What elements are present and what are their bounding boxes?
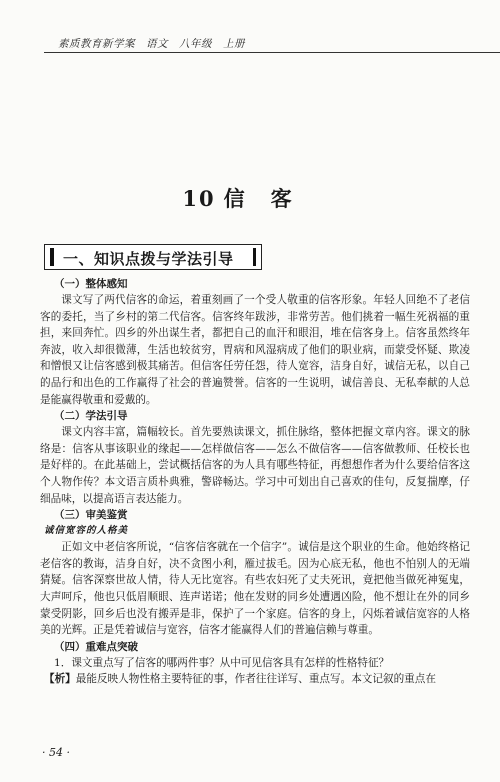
overview-line: 私，以自己的品行和出色的工作赢得了社会的普遍赞誉。信客的一生说明，诚信善良、无 — [40, 360, 471, 389]
appreciation-line: 记老信客的教诲，洁身自好，决不贪图小利，雁过拔毛。因为心底无私，他也不怕别人的 — [40, 541, 470, 570]
header-rule — [44, 52, 500, 53]
method-line: 信客这个人物作传？本文语言质朴典雅，警辟畅达。学习中可划出自己喜欢的佳句，反复 — [40, 459, 471, 488]
appreciation-line: 宽容的人格美的光辉。正是凭着诚信与宽容，信客才能赢得人们的普遍信赖与尊重。 — [40, 607, 471, 637]
analysis-text: 最能反映人物性格主要特征的事，作者往往详写、重点写。本文记叙的重点在 — [75, 673, 436, 686]
overview-heading: （一）整体感知 — [54, 278, 128, 290]
method-line: 揣摩，仔细品味，以提高语言表达能力。 — [40, 475, 470, 505]
overview-line: 信客的委托，当了乡村的第二代信客。信客终年跋涉，非常劳苦。他们挑着一幅生死祸福 — [40, 294, 470, 323]
appreciation-line: 正如文中老信客所说，“信客信客就在一个信字”。诚信是这个职业的生命。他始终格 — [61, 541, 460, 554]
banner-bar-left — [50, 248, 54, 266]
body-text — [40, 276, 470, 688]
method-paragraph — [40, 424, 470, 507]
appreciation-line: 冤鬼，大声呵斥，他也只低眉顺眼、连声诺诺；他在发财的同乡处遭遇凶险，他不想让在 — [40, 574, 471, 603]
chapter-title — [0, 183, 500, 213]
chapter-name: 信客 — [223, 186, 318, 211]
page-number: · 54 · — [42, 746, 70, 759]
running-header: 素质教育新学案 语文 八年级 上册 — [58, 38, 245, 50]
key-points-heading: （四）重难点突破 — [54, 640, 138, 653]
overview-line: 课文写了两代信客的命运，着重刻画了一个受人敬重的信客形象。年轻人回绝不了老 — [61, 294, 460, 306]
method-heading: （二）学法引导 — [54, 410, 128, 423]
section-title: 一、知识点拨与学法引导 — [63, 250, 234, 268]
overview-line: 疑、欺凌和憎恨又让信客感到极其痛苦。但信客任劳任怨，待人宽容，洁身自好，诚信无 — [40, 343, 470, 373]
method-line: 课文内容丰富，篇幅较长。首先要熟读课文，抓住脉络，整体把握文章内容。课文的 — [61, 426, 460, 439]
appreciation-subheading: 诚信宽容的人格美 — [44, 525, 129, 537]
overview-line: 私奉献的人总是能赢得敬重和爱戴的。 — [40, 376, 471, 406]
chapter-number: 10 — [182, 186, 216, 211]
appreciation-line: 无端猜疑。信客深察世故人情，待人无比宽容。有些农妇死了丈夫死讯，竟把他当做死神 — [40, 557, 471, 587]
overview-line: 的重担，来回奔忙。四乡的外出谋生者，都把自己的血汗和眼泪，堆在信客身上。信客虽 — [40, 310, 471, 340]
method-line: 长也是好样的。在此基础上，尝试概括信客的为人具有哪些特征，再想想作者为什么要给 — [40, 442, 471, 472]
overview-line: 然终年奔波，收入却很微薄，生活也较贫穷，胃病和风湿病成了他们的职业病，而蒙受怀 — [40, 327, 471, 356]
analysis — [40, 671, 470, 688]
method-line: 脉络是：信客从事该职业的缘起——怎样做信客——怎么不做信客——信客做教师、任校 — [40, 426, 470, 455]
analysis-tag: 【析】 — [44, 673, 76, 686]
question-1: 1．课文重点写了信客的哪两件事？从中可见信客具有怎样的性格特征？ — [54, 656, 390, 669]
appreciation-heading: （三）审美鉴赏 — [54, 509, 128, 522]
banner-bar-right — [253, 248, 256, 266]
appreciation-line: 外的同乡蒙受阴影，回乡后也没有搬弄是非，保护了一个家庭。信客的身上，闪烁着诚信 — [40, 590, 470, 620]
section-banner — [44, 244, 262, 270]
appreciation-paragraph — [40, 539, 470, 639]
overview-paragraph — [40, 292, 470, 408]
